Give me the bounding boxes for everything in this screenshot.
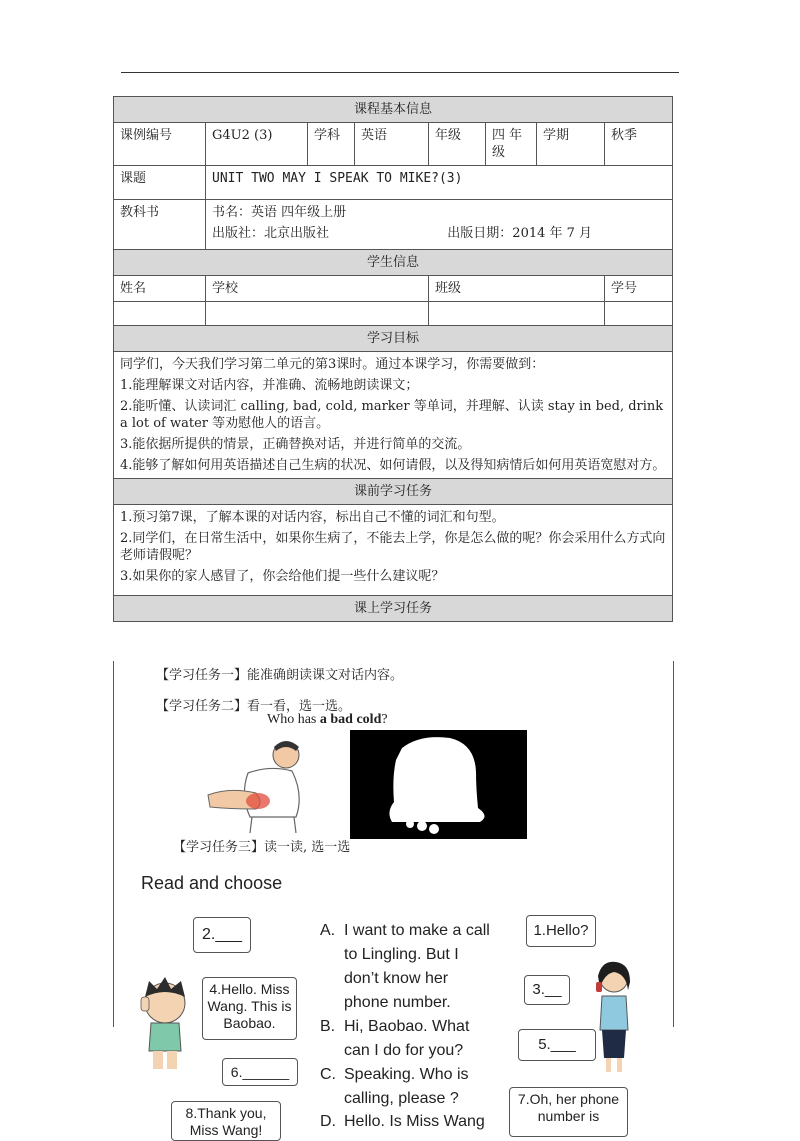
goal-item: 3.能依据所提供的情景，正确替换对话，并进行简单的交流。 — [120, 437, 471, 452]
topic-label: 课题 — [114, 166, 206, 200]
publisher-line — [212, 225, 666, 242]
bubble-6: 6.______ — [222, 1058, 298, 1086]
goals-intro: 同学们，今天我们学习第二单元的第3课时。通过本课学习，你需要做到： — [120, 357, 545, 372]
course-info-header: 课程基本信息 — [114, 97, 673, 123]
question-post: ? — [381, 712, 388, 727]
option-line: can I do for you? — [344, 1042, 464, 1059]
option-line: phone number. — [344, 994, 451, 1011]
bubble-3: 3.__ — [524, 975, 570, 1005]
bubble-5: 5.___ — [518, 1029, 596, 1061]
id-field[interactable] — [605, 302, 673, 326]
school-label: 学校 — [206, 276, 429, 302]
pre-tasks-header: 课前学习任务 — [114, 479, 673, 505]
term-value: 秋季 — [605, 123, 673, 166]
boy-baobao-image[interactable] — [135, 975, 197, 1075]
option-line: I want to make a call — [344, 922, 490, 939]
question-line — [267, 712, 388, 728]
option-letter: D. — [320, 1113, 336, 1130]
option-c[interactable] — [320, 1063, 469, 1111]
grade-label: 年级 — [429, 123, 486, 166]
task-one: 【学习任务一】能准确朗读课文对话内容。 — [156, 668, 404, 683]
sick-man-image[interactable] — [200, 735, 320, 835]
course-table — [113, 96, 673, 622]
name-label: 姓名 — [114, 276, 206, 302]
class-label: 班级 — [429, 276, 605, 302]
task-two: 【学习任务二】看一看，选一选。 — [156, 699, 352, 714]
option-b[interactable] — [320, 1015, 469, 1063]
option-line: Hi, Baobao. What — [344, 1018, 470, 1035]
option-letter: C. — [320, 1066, 336, 1083]
name-field[interactable] — [114, 302, 206, 326]
goal-item: 2.能听懂、认读词汇 calling, bad, cold, marker 等单词，并理解、认读 stay in bed, drink a lot of water 等劝慰他人的语言。 — [120, 399, 664, 431]
header-rule — [121, 72, 679, 73]
pre-task-item: 2.同学们，在日常生活中，如果你生病了，不能去上学，你是怎么做的呢？你会采用什么方式向老师请假呢？ — [120, 531, 666, 563]
pre-task-item: 1.预习第7课，了解本课的对话内容，标出自己不懂的词汇和句型。 — [120, 510, 505, 525]
case-no-label: 课例编号 — [114, 123, 206, 166]
school-field[interactable] — [206, 302, 429, 326]
bubble-2: 2.___ — [193, 917, 251, 953]
goals-cell — [114, 352, 673, 479]
case-no-value: G4U2 (3) — [206, 123, 308, 166]
publisher: 出版社：北京出版社 — [212, 226, 330, 241]
option-line: Hello. Is Miss Wang — [344, 1113, 485, 1130]
textbook-cell — [206, 200, 673, 250]
pre-tasks-cell — [114, 505, 673, 596]
option-letter: A. — [320, 922, 336, 939]
option-d[interactable] — [320, 1110, 485, 1134]
option-letter: B. — [320, 1018, 336, 1035]
topic-value: UNIT TWO MAY I SPEAK TO MIKE?(3) — [206, 166, 673, 200]
book-name: 书名：英语 四年级上册 — [212, 205, 347, 220]
textbook-label: 教科书 — [114, 200, 206, 250]
option-line: to Lingling. But I — [344, 946, 459, 963]
option-a[interactable] — [320, 919, 490, 1015]
student-info-header: 学生信息 — [114, 250, 673, 276]
cold-sufferer-image[interactable] — [350, 730, 527, 839]
subject-label: 学科 — [308, 123, 355, 166]
pub-date: 出版日期：2014 年 7 月 — [447, 226, 593, 241]
option-line: calling, please ? — [344, 1090, 459, 1107]
term-label: 学期 — [537, 123, 605, 166]
class-field[interactable] — [429, 302, 605, 326]
subject-value: 英语 — [355, 123, 429, 166]
bubble-7: 7.Oh, her phone number is — [509, 1087, 628, 1137]
question-bold: a bad cold — [319, 712, 382, 727]
grade-value: 四 年级 — [486, 123, 537, 166]
miss-wang-image[interactable] — [590, 960, 636, 1075]
goal-item: 1.能理解课文对话内容，并准确、流畅地朗读课文； — [120, 378, 419, 393]
id-label: 学号 — [605, 276, 673, 302]
option-line: don’t know her — [344, 970, 449, 987]
read-choose-title: Read and choose — [141, 873, 283, 893]
class-tasks-header: 课上学习任务 — [114, 596, 673, 622]
option-line: Speaking. Who is — [344, 1066, 469, 1083]
bubble-8: 8.Thank you, Miss Wang! — [171, 1101, 281, 1141]
pre-task-item: 3.如果你的家人感冒了，你会给他们提一些什么建议呢？ — [120, 569, 445, 584]
task-three: 【学习任务三】读一读, 选一选 — [173, 840, 351, 855]
goal-item: 4.能够了解如何用英语描述自己生病的状况、如何请假，以及得知病情后如何用英语宽慰对方。 — [120, 458, 666, 473]
bubble-1: 1.Hello? — [526, 915, 596, 947]
goals-header: 学习目标 — [114, 326, 673, 352]
question-pre: Who has — [267, 712, 320, 727]
bubble-4: 4.Hello. Miss Wang. This is Baobao. — [202, 977, 297, 1040]
